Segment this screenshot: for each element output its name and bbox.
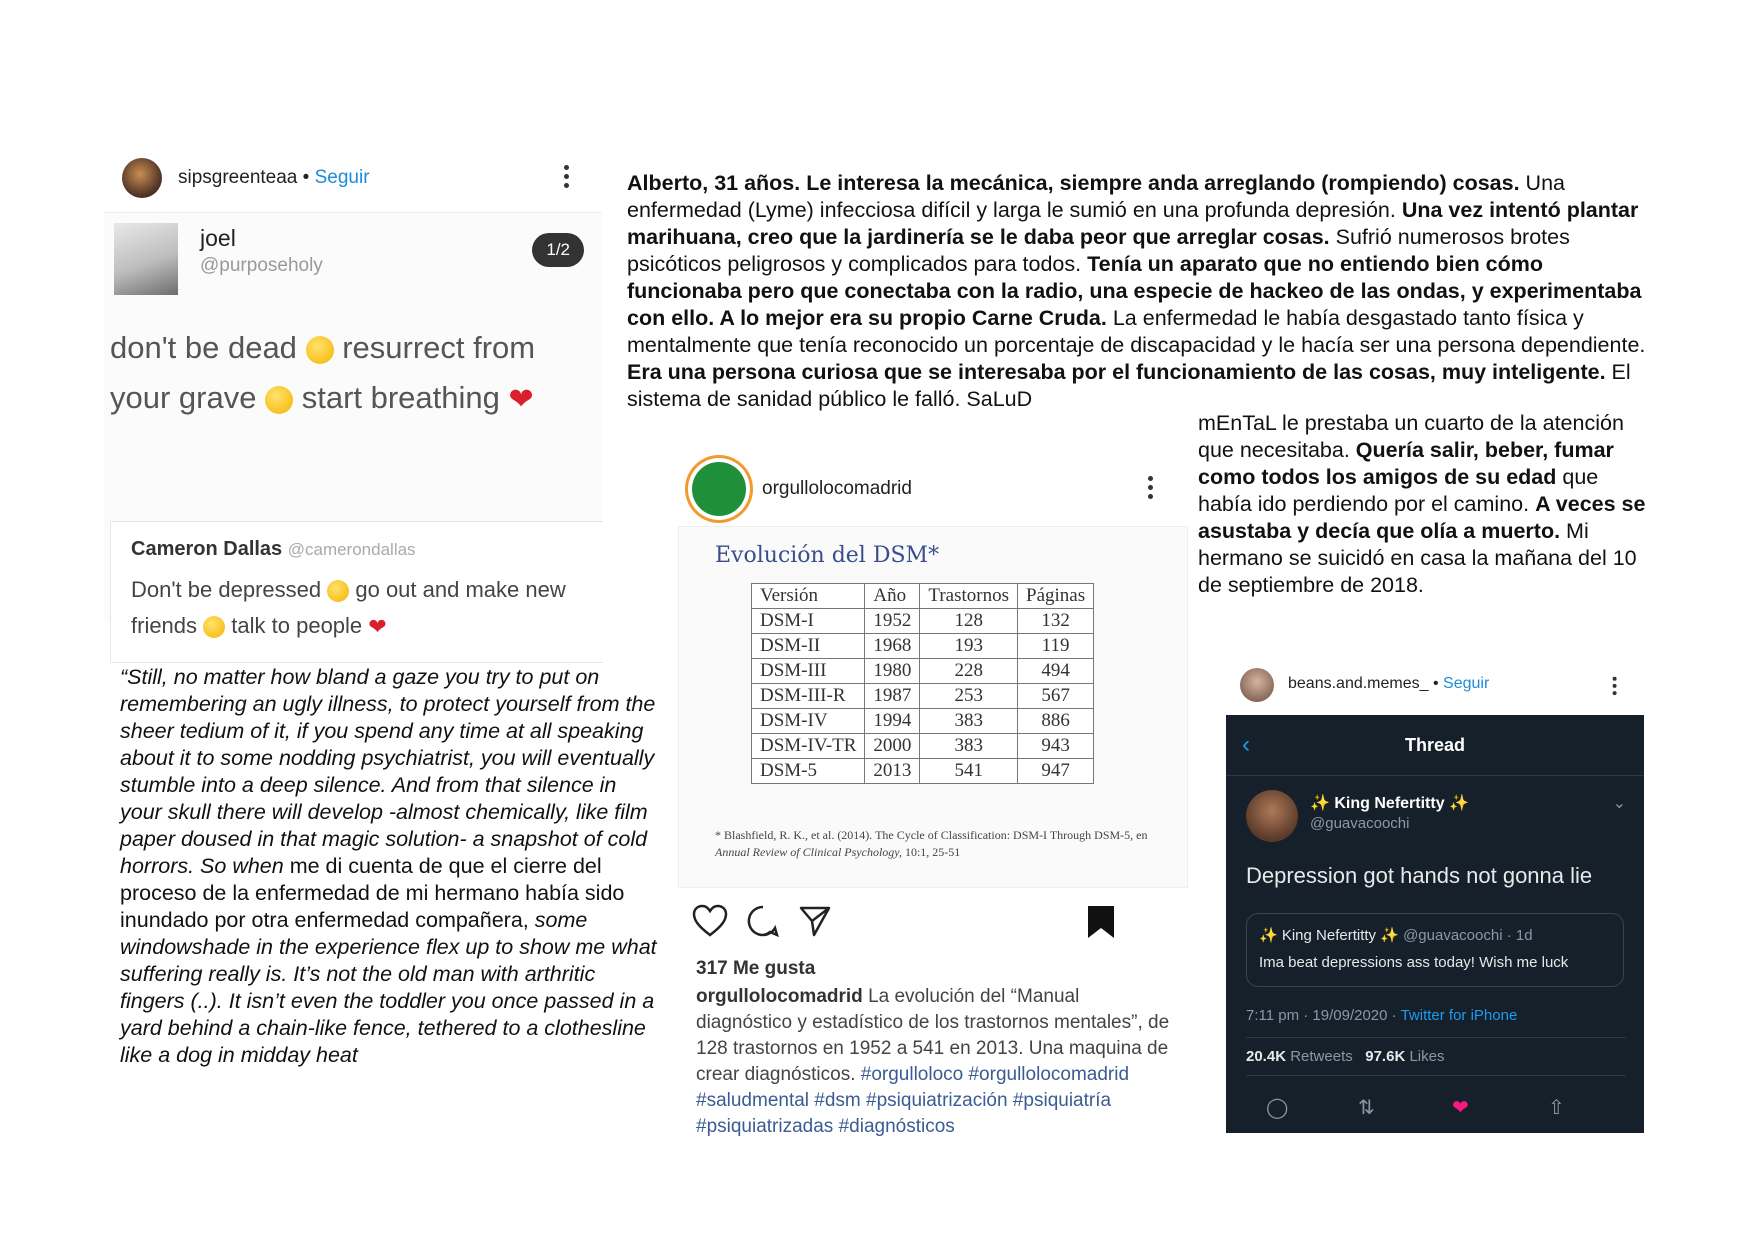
table-cell: 1952 — [865, 609, 920, 634]
post-actions — [692, 904, 1172, 944]
table-cell: 494 — [1018, 659, 1094, 684]
quoted-author — [131, 538, 416, 561]
quoted-author-name: ✨ King Nefertitty ✨ — [1259, 927, 1399, 944]
tweet-author-handle: @guavacoochi — [1310, 815, 1410, 832]
table-cell: 1968 — [865, 634, 920, 659]
share-icon[interactable]: ⇧ — [1548, 1097, 1565, 1119]
smiling-face-icon — [203, 616, 225, 638]
post-sipsgreenteaa — [104, 150, 604, 640]
column-header: Versión — [752, 584, 865, 609]
post-image — [678, 526, 1188, 888]
table-cell: DSM-5 — [752, 759, 865, 784]
story-bold: Tenía un aparato que no entiendo bien cómo funcionaba pero que conectaba con la radio, una especie de hackeo de las ondas, y experimentaba con ello. A lo mejor era su propio Carne Cruda. — [627, 252, 1642, 330]
story-bold: A veces se asustaba y decía que olía a muerto. — [1198, 492, 1646, 543]
avatar[interactable] — [692, 462, 746, 516]
citation-journal: Annual Review of Clinical Psychology, — [715, 845, 902, 859]
thread-bar — [1226, 715, 1644, 776]
table-cell: 253 — [920, 684, 1018, 709]
citation-text: * Blashfield, R. K., et al. (2014). The Cycle of Classification: DSM-I Through DSM-5, en — [715, 828, 1148, 842]
quoted-text-part: talk to people — [231, 613, 363, 638]
table-cell: DSM-II — [752, 634, 865, 659]
table-header-row — [752, 584, 1094, 609]
avatar[interactable] — [122, 158, 162, 198]
username-link[interactable]: sipsgreenteaa — [178, 167, 298, 188]
column-header: Trastornos — [920, 584, 1018, 609]
table-cell: DSM-III — [752, 659, 865, 684]
follow-button[interactable]: Seguir — [1443, 675, 1490, 692]
red-heart-icon: ❤ — [368, 614, 387, 640]
share-send-icon[interactable] — [798, 904, 832, 938]
tweet-actions — [1266, 1095, 1606, 1121]
table-cell: 132 — [1018, 609, 1094, 634]
like-heart-icon[interactable] — [692, 904, 728, 938]
story-bold: Una vez intentó plantar marihuana, creo que la jardinería se le daba peor que arreglar cosas. — [627, 198, 1639, 249]
red-heart-icon: ❤ — [508, 382, 534, 416]
post-beans-and-memes — [1226, 660, 1646, 1135]
story-text: que había ido perdiendo por el camino. — [1198, 465, 1599, 516]
tweet-text — [110, 323, 602, 425]
dsm-table — [751, 583, 1094, 784]
quoted-text-part: go out and make new friends — [131, 577, 566, 638]
likes-count: 317 Me gusta — [696, 958, 816, 979]
citation-pages: 10:1, 25-51 — [904, 845, 961, 859]
author-handle: @purposeholy — [200, 255, 323, 276]
quoted-tweet-text — [131, 572, 601, 645]
tweet-text: Depression got hands not gonna lie — [1246, 863, 1593, 888]
more-options-icon[interactable] — [1148, 476, 1154, 503]
table-cell: 193 — [920, 634, 1018, 659]
retweet-icon[interactable]: ⇅ — [1358, 1097, 1375, 1119]
table-cell: 541 — [920, 759, 1018, 784]
story-bold: Quería salir, beber, fumar como todos los amigos de su edad — [1198, 438, 1614, 489]
table-cell: 1994 — [865, 709, 920, 734]
image-title: Evolución del DSM* — [715, 543, 940, 568]
tweet-text-part: start breathing — [301, 380, 500, 415]
tweet-avatar[interactable] — [1246, 790, 1298, 842]
table-row — [752, 709, 1094, 734]
thread-title: Thread — [1404, 735, 1465, 755]
dot-separator: • — [302, 167, 315, 188]
more-options-icon[interactable] — [564, 165, 570, 192]
caption-hashtags[interactable]: #orgulloloco #orgullolocomadrid #saludmental #dsm #psiquiatrización #psiquiatría #psiquiatrizadas #diagnósticos — [696, 1064, 1130, 1137]
likes-count: 97.6K — [1365, 1048, 1406, 1065]
story-text: mEnTaL le prestaba un cuarto de la atención que necesitaba. — [1198, 411, 1624, 462]
story-bold: Era una persona curiosa que se interesaba por el funcionamiento de las cosas, muy inteligente. — [627, 360, 1606, 384]
table-cell: DSM-III-R — [752, 684, 865, 709]
chevron-down-icon[interactable]: ⌄ — [1612, 795, 1626, 812]
caption-username[interactable]: orgullolocomadrid — [696, 986, 863, 1007]
literary-quote — [120, 664, 660, 1069]
table-row — [752, 634, 1094, 659]
quoted-author-handle: @camerondallas — [287, 540, 416, 559]
tweet-text-part: don't be dead — [110, 330, 297, 365]
quoted-tweet-text: Ima beat depressions ass today! Wish me luck — [1259, 954, 1569, 971]
post-orgullolocomadrid — [678, 458, 1188, 1178]
bookmark-icon[interactable] — [1086, 904, 1116, 940]
post-caption — [696, 984, 1176, 1140]
smiling-face-icon — [265, 386, 293, 414]
reply-icon[interactable]: ◯ — [1266, 1097, 1289, 1119]
story-text: Sufrió numerosos brotes psicóticos peligrosos y complicados para todos. — [627, 225, 1570, 276]
table-cell: 228 — [920, 659, 1018, 684]
retweets-count: 20.4K — [1246, 1048, 1287, 1065]
column-header: Páginas — [1018, 584, 1094, 609]
tweet-client[interactable]: Twitter for iPhone — [1400, 1007, 1518, 1024]
table-cell: 567 — [1018, 684, 1094, 709]
table-cell: 947 — [1018, 759, 1094, 784]
story-text: Una enfermedad (Lyme) infecciosa difícil y larga le sumió en una profunda depresión. — [627, 171, 1565, 222]
story-bold: Alberto, 31 años. Le interesa la mecánica, siempre anda arreglando (rompiendo) cosas. — [627, 171, 1520, 195]
tweet-time: 7:11 pm · 19/09/2020 · — [1246, 1007, 1397, 1024]
table-cell: DSM-I — [752, 609, 865, 634]
quoted-author-name: Cameron Dallas — [131, 538, 283, 560]
tweet-text-part: resurrect from your grave — [110, 330, 536, 415]
post-image — [104, 212, 602, 640]
story-text: Mi hermano se suicidó en casa la mañana del 10 de septiembre de 2018. — [1198, 519, 1637, 597]
tweet-meta — [1246, 1007, 1517, 1024]
story-text: La enfermedad le había desgastado tanto física y mentalmente que tenía reconocido un porcentaje de discapacidad y le hacía ser una persona dependiente. — [627, 306, 1646, 357]
quoted-tweet[interactable] — [1246, 913, 1624, 987]
table-cell: 2000 — [865, 734, 920, 759]
table-row — [752, 659, 1094, 684]
table-row — [752, 609, 1094, 634]
author-photo — [114, 223, 178, 295]
more-options-icon[interactable] — [1613, 677, 1618, 699]
dot-separator: • — [1432, 675, 1444, 692]
liked-heart-icon[interactable]: ❤ — [1452, 1097, 1469, 1119]
table-cell: 886 — [1018, 709, 1094, 734]
story-paragraph — [627, 170, 1647, 413]
table-cell: 128 — [920, 609, 1018, 634]
likes-label: Likes — [1409, 1048, 1445, 1065]
table-cell: 383 — [920, 734, 1018, 759]
pensive-face-icon — [306, 336, 334, 364]
avatar[interactable] — [1240, 668, 1274, 702]
carousel-counter: 1/2 — [532, 233, 584, 267]
table-cell: 1980 — [865, 659, 920, 684]
story-text: El sistema de sanidad público le falló. SaLuD — [627, 360, 1631, 411]
column-header: Año — [865, 584, 920, 609]
post-username-line — [178, 167, 370, 189]
quote-part-spanish: me di cuenta de que el cierre del proceso de la enfermedad de mi hermano había sido inundado por otra enfermedad compañera, — [120, 854, 625, 932]
retweets-label: Retweets — [1290, 1048, 1353, 1065]
quote-part-english: “Still, no matter how bland a gaze you try to put on remembering an ugly illness, to protect yourself from the sheer tedium of it, if you spend any time at all speaking about it to some nodding psychiatrist, you will eventually stumble into a deep silence. And from that silence in your skull there will develop -almost chemically, like film paper doused in that magic solution- a snapshot of cold horrors. So when — [120, 665, 656, 878]
table-cell: 119 — [1018, 634, 1094, 659]
table-cell: DSM-IV — [752, 709, 865, 734]
tweet-screenshot — [1226, 715, 1644, 1133]
table-row — [752, 684, 1094, 709]
quote-part-english: some windowshade in the experience flex up to show me what suffering really is. It’s not the old man with arthritic fingers (..). It isn’t even the toddler you once passed in a yard behind a chain-like fence, tethered to a clothesline like a dog in midday heat — [120, 908, 657, 1067]
table-cell: DSM-IV-TR — [752, 734, 865, 759]
citation-note — [715, 827, 1175, 861]
comment-icon[interactable] — [746, 904, 780, 938]
table-row — [752, 759, 1094, 784]
table-cell: 2013 — [865, 759, 920, 784]
tweet-stats — [1246, 1037, 1626, 1076]
quoted-tweet — [110, 521, 603, 663]
follow-button[interactable]: Seguir — [314, 167, 370, 188]
username-link[interactable]: orgullolocomadrid — [762, 478, 912, 499]
post-username-line — [1288, 675, 1489, 693]
quoted-text-part: Don't be depressed — [131, 577, 322, 602]
table-cell: 1987 — [865, 684, 920, 709]
quoted-author-meta: @guavacoochi · 1d — [1403, 927, 1533, 944]
table-row — [752, 734, 1094, 759]
caption-text: La evolución del “Manual diagnóstico y estadístico de los trastornos mentales”, de 128 trastornos en 1952 a 541 en 2013. Una maquina de crear diagnósticos. — [696, 986, 1170, 1085]
author-name: joel — [200, 225, 236, 251]
table-cell: 383 — [920, 709, 1018, 734]
post-header — [104, 150, 604, 210]
table-cell: 943 — [1018, 734, 1094, 759]
back-chevron-icon[interactable]: ‹ — [1242, 731, 1250, 758]
username-link[interactable]: beans.and.memes_ — [1288, 675, 1429, 692]
tweet-author-name: ✨ King Nefertitty ✨ — [1310, 795, 1469, 812]
story-paragraph-continued — [1198, 410, 1658, 599]
pensive-face-icon — [327, 580, 349, 602]
quoted-tweet-header — [1259, 926, 1533, 944]
